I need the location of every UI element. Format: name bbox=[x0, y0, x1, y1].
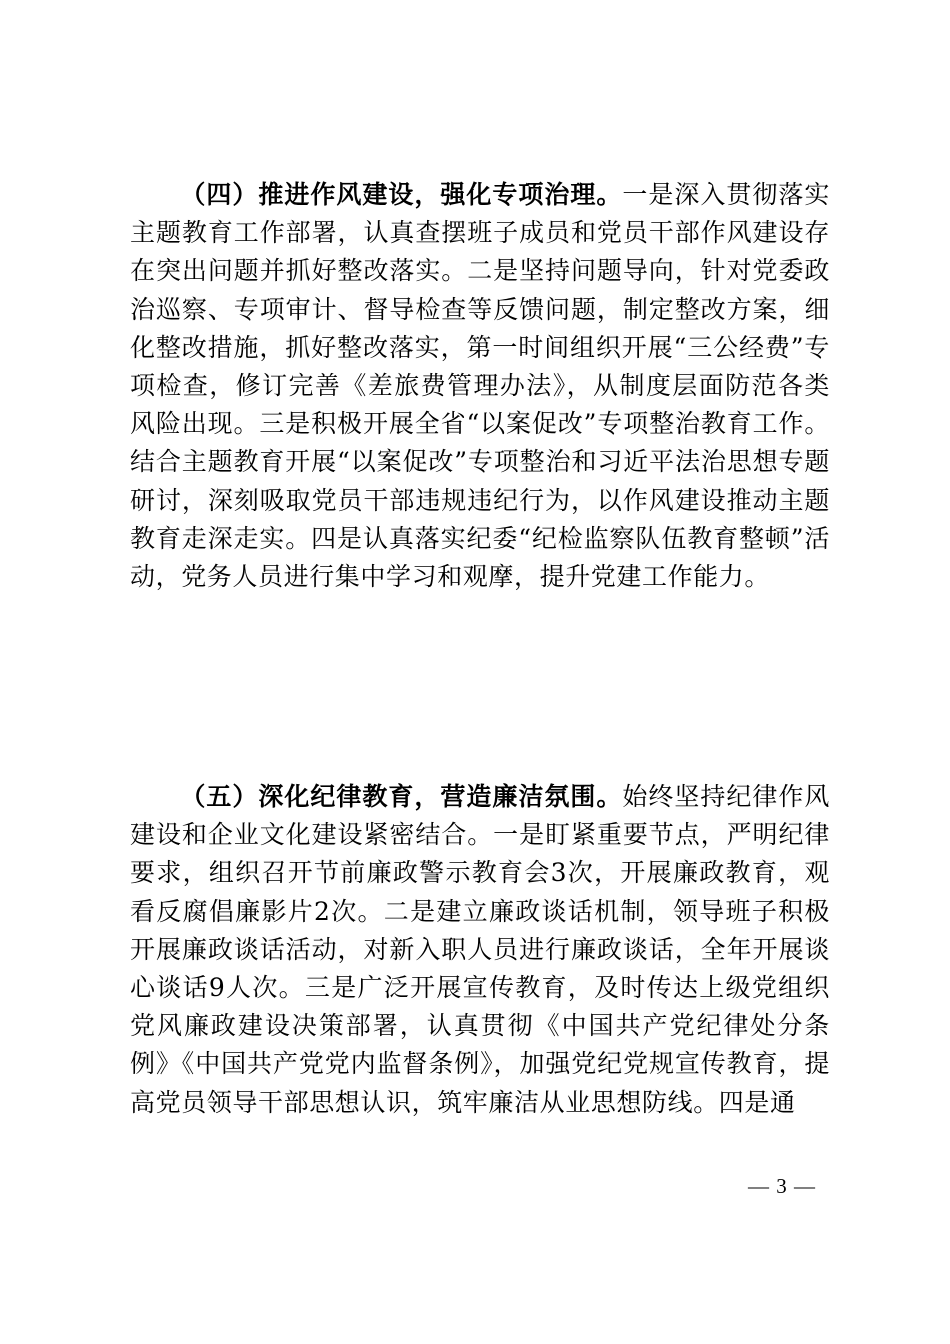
section-5-body: 始终坚持纪律作风建设和企业文化建设紧密结合。一是盯紧重要节点，严明纪律要求，组织召开节前廉政警示教育会3次，开展廉政教育，观看反腐倡廉影片2次。二是建立廉政谈话机制，领导班子积极开展廉政谈话活动，对新入职人员进行廉政谈话，全年开展谈心谈话9人次。三是广泛开展宣传教育，及时传达上级党组织党风廉政建设决策部署，认真贯彻《中国共产党纪律处分条例》《中国共产党党内监督条例》，加强党纪党规宣传教育，提高党员领导干部思想认识，筑牢廉洁从业思想防线。四是通 bbox=[130, 782, 830, 1117]
section-5-heading: （五）深化纪律教育，营造廉洁氛围。 bbox=[180, 782, 623, 811]
section-4-heading: （四）推进作风建设，强化专项治理。 bbox=[180, 180, 623, 209]
section-4-body: 一是深入贯彻落实主题教育工作部署，认真查摆班子成员和党员干部作风建设存在突出问题并抓好整改落实。二是坚持问题导向，针对党委政治巡察、专项审计、督导检查等反馈问题，制定整改方案，细化整改措施，抓好整改落实，第一时间组织开展“三公经费”专项检查，修订完善《差旅费管理办法》，从制度层面防范各类风险出现。三是积极开展全省“以案促改”专项整治教育工作。结合主题教育开展“以案促改”专项整治和习近平法治思想专题研讨，深刻吸取党员干部违规违纪行为，以作风建设推动主题教育走深走实。四是认真落实纪委“纪检监察队伍教育整顿”活动，党务人员进行集中学习和观摩，提升党建工作能力。 bbox=[130, 180, 830, 592]
paragraph-section-4 bbox=[130, 176, 830, 596]
page-number: — 3 — bbox=[748, 1174, 816, 1198]
paragraph-section-5 bbox=[130, 778, 830, 1122]
